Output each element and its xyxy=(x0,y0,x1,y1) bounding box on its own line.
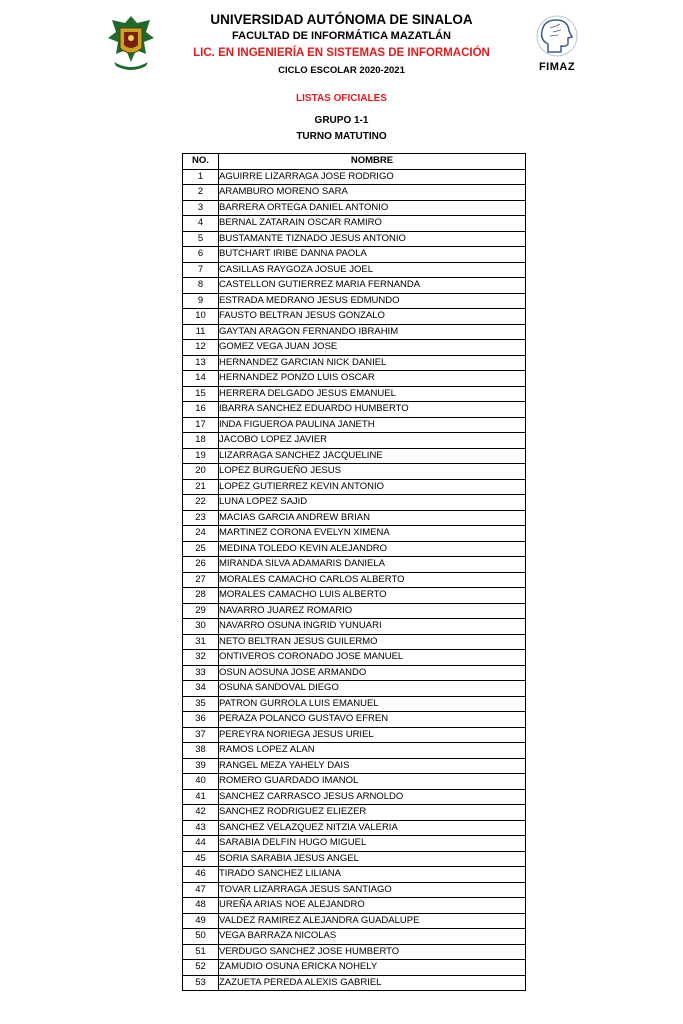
row-number: 50 xyxy=(183,929,219,945)
table-row xyxy=(183,603,526,619)
table-row xyxy=(183,402,526,418)
row-number: 10 xyxy=(183,309,219,325)
row-number: 33 xyxy=(183,665,219,681)
table-row xyxy=(183,588,526,604)
table-row xyxy=(183,355,526,371)
table-row xyxy=(183,309,526,325)
table-row xyxy=(183,619,526,635)
row-number: 11 xyxy=(183,324,219,340)
student-name: JACOBO LOPEZ JAVIER xyxy=(219,433,526,449)
table-row xyxy=(183,650,526,666)
table-row xyxy=(183,448,526,464)
fimaz-logo-text: FIMAZ xyxy=(538,61,576,73)
table-row xyxy=(183,851,526,867)
student-name: UREÑA ARIAS NOE ALEJANDRO xyxy=(219,898,526,914)
table-row xyxy=(183,557,526,573)
student-name: NETO BELTRAN JESUS GUILERMO xyxy=(219,634,526,650)
table-row xyxy=(183,975,526,991)
student-name: SARABIA DELFIN HUGO MIGUEL xyxy=(219,836,526,852)
table-row xyxy=(183,231,526,247)
row-number: 46 xyxy=(183,867,219,883)
table-row xyxy=(183,417,526,433)
row-number: 45 xyxy=(183,851,219,867)
row-number: 12 xyxy=(183,340,219,356)
row-number: 47 xyxy=(183,882,219,898)
row-number: 1 xyxy=(183,169,219,185)
table-row xyxy=(183,200,526,216)
student-name: MACIAS GARCIA ANDREW BRIAN xyxy=(219,510,526,526)
table-row xyxy=(183,479,526,495)
faculty-name: FACULTAD DE INFORMÁTICA MAZATLÁN xyxy=(232,30,451,42)
student-name: VERDUGO SANCHEZ JOSE HUMBERTO xyxy=(219,944,526,960)
row-number: 42 xyxy=(183,805,219,821)
row-number: 23 xyxy=(183,510,219,526)
table-row xyxy=(183,820,526,836)
student-name: HERNANDEZ PONZO LUIS OSCAR xyxy=(219,371,526,387)
row-number: 30 xyxy=(183,619,219,635)
student-name: IBARRA SANCHEZ EDUARDO HUMBERTO xyxy=(219,402,526,418)
row-number: 21 xyxy=(183,479,219,495)
student-name: SANCHEZ CARRASCO JESUS ARNOLDO xyxy=(219,789,526,805)
student-name: RAMOS LOPEZ ALAN xyxy=(219,743,526,759)
student-name: AGUIRRE LIZARRAGA JOSE RODRIGO xyxy=(219,169,526,185)
column-header-number: NO. xyxy=(183,154,219,170)
row-number: 17 xyxy=(183,417,219,433)
student-name: MORALES CAMACHO LUIS ALBERTO xyxy=(219,588,526,604)
student-name: BUSTAMANTE TIZNADO JESUS ANTONIO xyxy=(219,231,526,247)
row-number: 8 xyxy=(183,278,219,294)
table-row xyxy=(183,665,526,681)
table-row xyxy=(183,913,526,929)
table-row xyxy=(183,634,526,650)
student-name: OSUNA SANDOVAL DIEGO xyxy=(219,681,526,697)
table-row xyxy=(183,278,526,294)
student-name: FAUSTO BELTRAN JESUS GONZALO xyxy=(219,309,526,325)
row-number: 49 xyxy=(183,913,219,929)
school-year: CICLO ESCOLAR 2020-2021 xyxy=(278,65,405,76)
row-number: 43 xyxy=(183,820,219,836)
table-row xyxy=(183,882,526,898)
student-name: NAVARRO JUAREZ ROMARIO xyxy=(219,603,526,619)
row-number: 19 xyxy=(183,448,219,464)
table-row xyxy=(183,960,526,976)
student-name: SANCHEZ RODRIGUEZ ELIEZER xyxy=(219,805,526,821)
student-name: LOPEZ GUTIERREZ KEVIN ANTONIO xyxy=(219,479,526,495)
program-name: LIC. EN INGENIERÍA EN SISTEMAS DE INFORMACIÓN xyxy=(193,47,490,59)
student-name: ROMERO GUARDADO IMANOL xyxy=(219,774,526,790)
row-number: 20 xyxy=(183,464,219,480)
table-row xyxy=(183,696,526,712)
student-name: NAVARRO OSUNA INGRID YUNUARI xyxy=(219,619,526,635)
row-number: 15 xyxy=(183,386,219,402)
table-row xyxy=(183,944,526,960)
student-name: BERNAL ZATARAIN OSCAR RAMIRO xyxy=(219,216,526,232)
row-number: 52 xyxy=(183,960,219,976)
table-row xyxy=(183,495,526,511)
student-name: MORALES CAMACHO CARLOS ALBERTO xyxy=(219,572,526,588)
row-number: 16 xyxy=(183,402,219,418)
student-name: LIZARRAGA SANCHEZ JACQUELINE xyxy=(219,448,526,464)
row-number: 6 xyxy=(183,247,219,263)
table-row xyxy=(183,185,526,201)
row-number: 2 xyxy=(183,185,219,201)
table-row xyxy=(183,541,526,557)
list-title: LISTAS OFICIALES xyxy=(296,93,387,104)
student-name: CASTELLON GUTIERREZ MARIA FERNANDA xyxy=(219,278,526,294)
row-number: 36 xyxy=(183,712,219,728)
table-row xyxy=(183,169,526,185)
row-number: 51 xyxy=(183,944,219,960)
student-name: ONTIVEROS CORONADO JOSE MANUEL xyxy=(219,650,526,666)
row-number: 3 xyxy=(183,200,219,216)
row-number: 39 xyxy=(183,758,219,774)
student-name: OSUN AOSUNA JOSE ARMANDO xyxy=(219,665,526,681)
table-row xyxy=(183,929,526,945)
row-number: 34 xyxy=(183,681,219,697)
student-name: BARRERA ORTEGA DANIEL ANTONIO xyxy=(219,200,526,216)
student-name: ZAZUETA PEREDA ALEXIS GABRIEL xyxy=(219,975,526,991)
table-row xyxy=(183,712,526,728)
table-row xyxy=(183,526,526,542)
table-row xyxy=(183,386,526,402)
row-number: 24 xyxy=(183,526,219,542)
group-label: GRUPO 1-1 xyxy=(314,115,369,126)
student-name: PERAZA POLANCO GUSTAVO EFREN xyxy=(219,712,526,728)
student-name: TIRADO SANCHEZ LILIANA xyxy=(219,867,526,883)
table-row xyxy=(183,572,526,588)
student-name: MARTINEZ CORONA EVELYN XIMENA xyxy=(219,526,526,542)
student-name: ESTRADA MEDRANO JESUS EDMUNDO xyxy=(219,293,526,309)
table-row xyxy=(183,371,526,387)
student-name: LUNA LOPEZ SAJID xyxy=(219,495,526,511)
row-number: 44 xyxy=(183,836,219,852)
table-row xyxy=(183,898,526,914)
table-row xyxy=(183,324,526,340)
student-name: CASILLAS RAYGOZA JOSUE JOEL xyxy=(219,262,526,278)
table-body xyxy=(183,169,526,991)
row-number: 5 xyxy=(183,231,219,247)
table-row xyxy=(183,743,526,759)
row-number: 41 xyxy=(183,789,219,805)
row-number: 18 xyxy=(183,433,219,449)
student-name: MEDINA TOLEDO KEVIN ALEJANDRO xyxy=(219,541,526,557)
row-number: 27 xyxy=(183,572,219,588)
row-number: 14 xyxy=(183,371,219,387)
row-number: 53 xyxy=(183,975,219,991)
table-header-row xyxy=(183,154,526,170)
shift-label: TURNO MATUTINO xyxy=(296,131,387,142)
table-row xyxy=(183,510,526,526)
university-name: UNIVERSIDAD AUTÓNOMA DE SINALOA xyxy=(210,12,473,27)
student-name: ARAMBURO MORENO SARA xyxy=(219,185,526,201)
table-row xyxy=(183,293,526,309)
table-row xyxy=(183,867,526,883)
student-name: GAYTAN ARAGON FERNANDO IBRAHIM xyxy=(219,324,526,340)
student-name: PEREYRA NORIEGA JESUS URIEL xyxy=(219,727,526,743)
row-number: 7 xyxy=(183,262,219,278)
student-name: HERNANDEZ GARCIAN NICK DANIEL xyxy=(219,355,526,371)
table-row xyxy=(183,805,526,821)
table-row xyxy=(183,464,526,480)
student-name: HERRERA DELGADO JESUS EMANUEL xyxy=(219,386,526,402)
student-name: ZAMUDIO OSUNA ERICKA NOHELY xyxy=(219,960,526,976)
row-number: 32 xyxy=(183,650,219,666)
student-name: VEGA BARRAZA NICOLAS xyxy=(219,929,526,945)
student-roster-table xyxy=(182,153,526,991)
table-row xyxy=(183,758,526,774)
student-name: BUTCHART IRIBE DANNA PAOLA xyxy=(219,247,526,263)
row-number: 40 xyxy=(183,774,219,790)
student-name: PATRON GURROLA LUIS EMANUEL xyxy=(219,696,526,712)
table-row xyxy=(183,340,526,356)
student-name: LOPEZ BURGUEÑO JESUS xyxy=(219,464,526,480)
row-number: 35 xyxy=(183,696,219,712)
row-number: 37 xyxy=(183,727,219,743)
row-number: 4 xyxy=(183,216,219,232)
table-row xyxy=(183,681,526,697)
row-number: 48 xyxy=(183,898,219,914)
row-number: 26 xyxy=(183,557,219,573)
column-header-name: NOMBRE xyxy=(219,154,526,170)
table-row xyxy=(183,836,526,852)
student-name: VALDEZ RAMIREZ ALEJANDRA GUADALUPE xyxy=(219,913,526,929)
row-number: 22 xyxy=(183,495,219,511)
table-row xyxy=(183,262,526,278)
student-name: SANCHEZ VELAZQUEZ NITZIA VALERIA xyxy=(219,820,526,836)
row-number: 28 xyxy=(183,588,219,604)
row-number: 13 xyxy=(183,355,219,371)
student-name: RANGEL MEZA YAHELY DAIS xyxy=(219,758,526,774)
table-row xyxy=(183,727,526,743)
table-row xyxy=(183,789,526,805)
row-number: 38 xyxy=(183,743,219,759)
table-row xyxy=(183,247,526,263)
table-row xyxy=(183,216,526,232)
table-row xyxy=(183,774,526,790)
student-name: SORIA SARABIA JESUS ANGEL xyxy=(219,851,526,867)
row-number: 25 xyxy=(183,541,219,557)
student-name: GOMEZ VEGA JUAN JOSE xyxy=(219,340,526,356)
row-number: 31 xyxy=(183,634,219,650)
student-name: INDA FIGUEROA PAULINA JANETH xyxy=(219,417,526,433)
row-number: 9 xyxy=(183,293,219,309)
student-name: MIRANDA SILVA ADAMARIS DANIELA xyxy=(219,557,526,573)
row-number: 29 xyxy=(183,603,219,619)
student-name: TOVAR LIZARRAGA JESUS SANTIAGO xyxy=(219,882,526,898)
table-row xyxy=(183,433,526,449)
